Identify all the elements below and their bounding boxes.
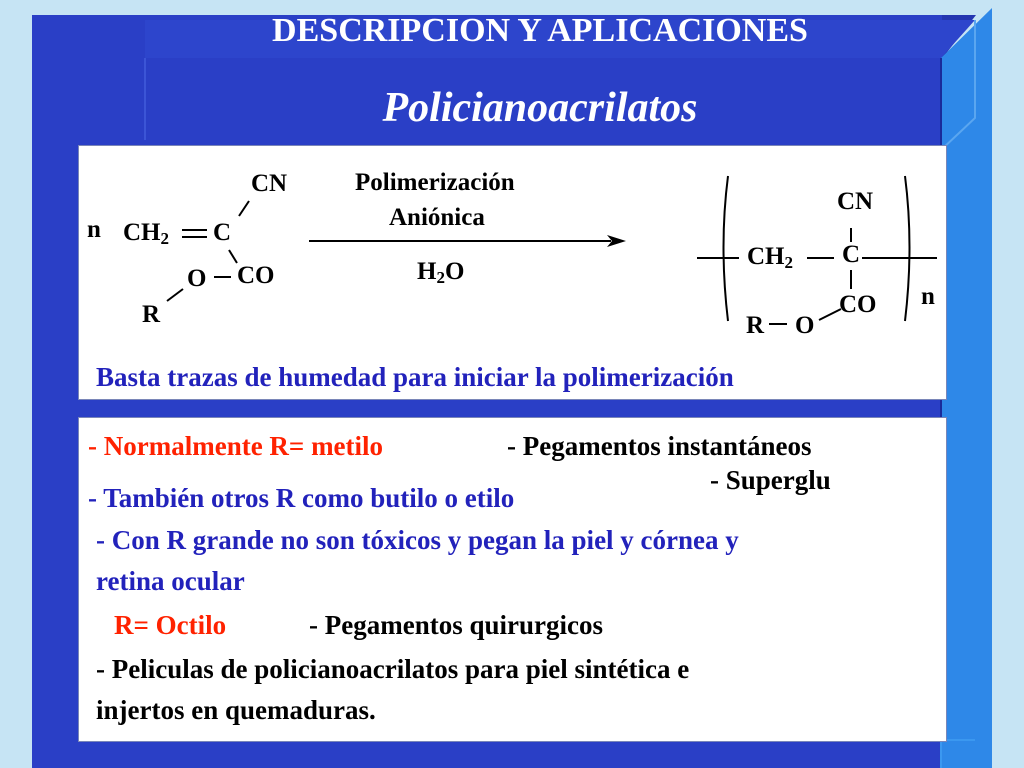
slide-side-face [941,8,992,768]
slide-title: DESCRIPCION Y APLICACIONES [272,12,808,49]
reaction-panel [78,145,947,400]
monomer-ch2-subscript: 2 [160,229,169,248]
arrow-reagent [417,258,464,288]
polymer-cn: CN [837,188,874,215]
arrow-label-line1: Polimerización [355,169,515,196]
polymer-co: CO [839,291,877,318]
line-other-r-groups: - También otros R como butilo o etilo [88,483,515,513]
monomer-co: CO [237,262,275,289]
monomer-ch2 [123,219,169,249]
line-octyl: R= Octilo [114,610,227,640]
polymer-ch2-base: CH [747,243,785,270]
monomer-cn: CN [251,170,288,197]
monomer-carbon: C [213,219,232,246]
polymer-bond-o-co [819,309,841,320]
humidity-note: Basta trazas de humedad para iniciar la polimerización [96,362,734,392]
polymer-ch2-subscript: 2 [784,253,793,272]
monomer-oxygen: O [187,265,207,292]
line-superglu: - Superglu [710,465,831,495]
reagent-o: O [444,258,465,285]
bond-c-cn [239,201,249,216]
polymer-r: R [746,312,765,339]
slide-subtitle: Policianoacrilatos [382,85,698,131]
polymer-ch2 [747,243,793,273]
applications-panel [78,417,947,742]
line-films: - Peliculas de policianoacrilatos para piel sintética e [96,654,690,684]
line-burn-grafts: injertos en quemaduras. [96,695,376,725]
bond-r-o [167,289,183,301]
arrow-label-line2: Aniónica [389,204,485,231]
polymer-carbon: C [842,241,861,268]
monomer-r: R [142,301,161,328]
line-surgical-adhesives: - Pegamentos quirurgicos [309,610,603,640]
monomer-ch2-base: CH [123,219,161,246]
line-large-r-nontoxic: - Con R grande no son tóxicos y pegan la piel y córnea y [96,525,739,555]
polymer-bracket-right [905,176,910,321]
reagent-h: H [417,258,437,285]
polymer-oxygen: O [795,312,815,339]
polymer-bracket-left [724,176,729,321]
line-instant-adhesives: - Pegamentos instantáneos [507,431,812,461]
reagent-subscript: 2 [436,268,445,287]
monomer-coefficient: n [87,216,101,243]
line-retina: retina ocular [96,566,245,596]
line-normal-methyl: - Normalmente R= metilo [88,431,384,461]
bond-c-co [229,250,237,263]
polymer-repeat-n: n [921,283,935,310]
